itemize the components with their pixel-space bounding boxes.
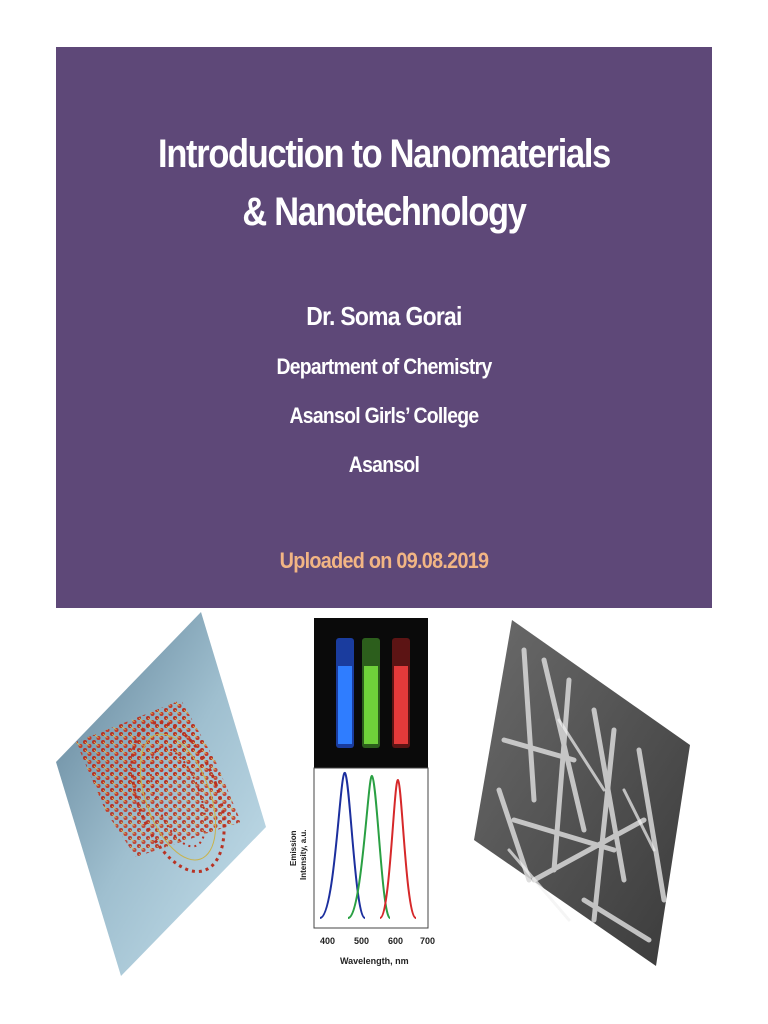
tick-600: 600 [388,936,404,946]
y-axis-label-2: Intensity, a.u. [299,829,308,880]
college: Asansol Girls’ College [289,403,479,428]
author-name: Dr. Soma Gorai [306,301,462,331]
city: Asansol [348,452,420,477]
title-line-2: & Nanotechnology [242,190,526,234]
carbon-nanotube-image [56,612,266,976]
tick-400: 400 [320,936,336,946]
slide-title [102,125,666,241]
nanowire-sem-image [474,620,690,966]
tick-500: 500 [354,936,370,946]
upload-date: Uploaded on 09.08.2019 [279,548,489,573]
tick-700: 700 [420,936,436,946]
y-axis-label-1: Emission [289,830,298,866]
department: Department of Chemistry [276,354,492,379]
title-box [56,47,712,608]
title-line-1: Introduction to Nanomaterials [158,132,610,176]
x-axis-label: Wavelength, nm [340,956,409,966]
quantum-dot-emission-figure [290,618,442,976]
